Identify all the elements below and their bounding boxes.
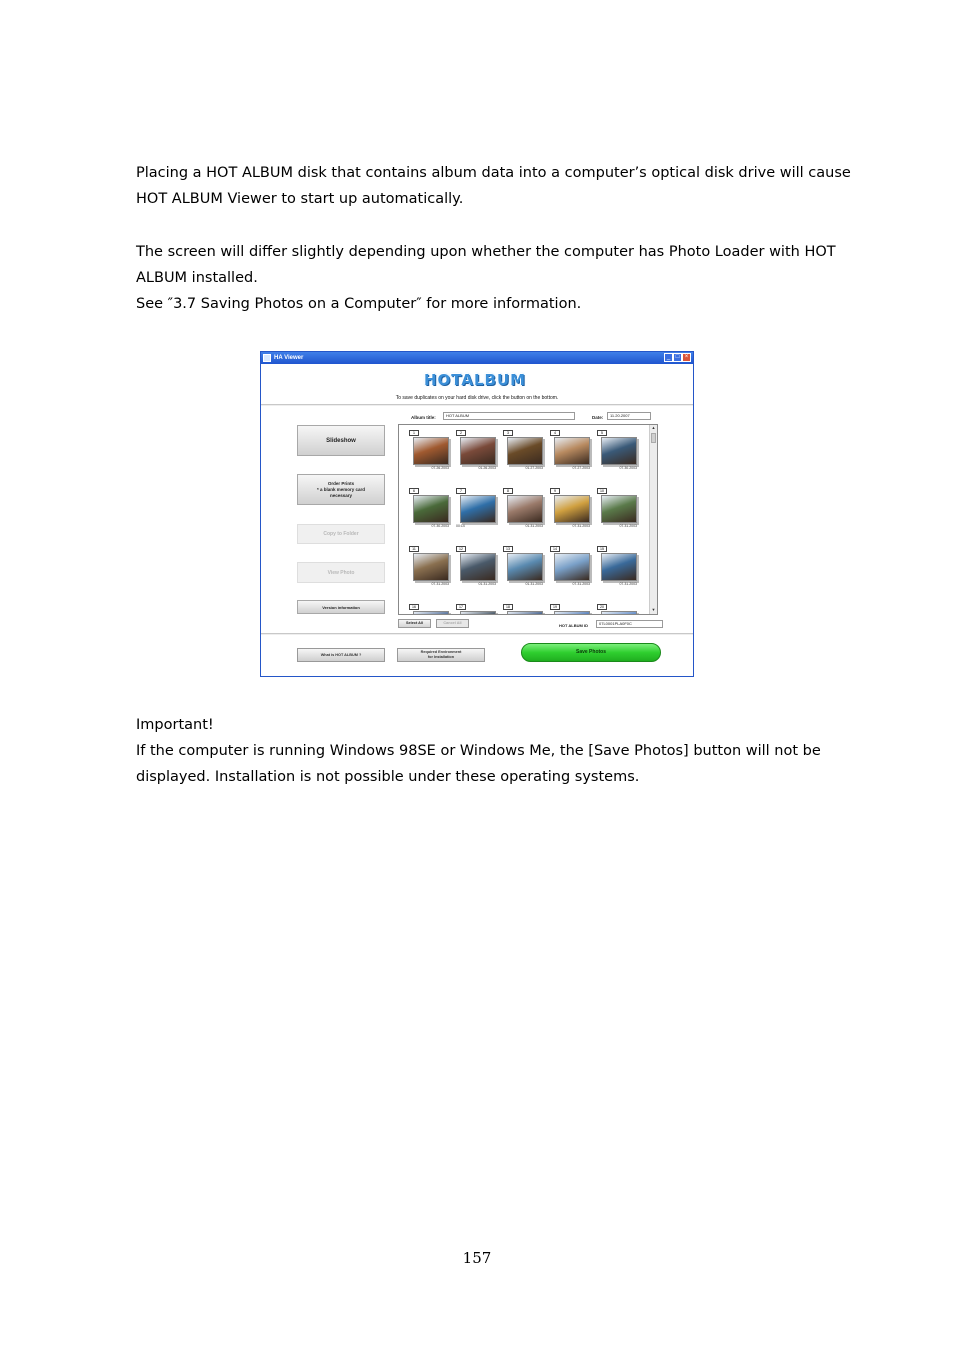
scroll-up-icon[interactable]: ▲ (651, 425, 656, 430)
photo-image[interactable] (554, 495, 590, 523)
text-line: The screen will differ slightly depending upon whether the computer has Photo Loader with HOT (136, 244, 836, 260)
required-environment-button[interactable] (397, 648, 485, 662)
photo-thumbnail[interactable] (503, 430, 543, 472)
photo-thumbnail[interactable] (456, 430, 496, 472)
photo-date: 01.26.2003 (478, 466, 496, 470)
copy-to-folder-button[interactable] (297, 524, 385, 544)
photo-thumbnail[interactable] (456, 488, 496, 530)
photo-thumbnail[interactable] (409, 488, 449, 530)
slideshow-label: Slideshow (326, 437, 356, 444)
order-prints-note: * a blank memory card (316, 486, 366, 492)
photo-image[interactable] (554, 553, 590, 581)
important-note (136, 712, 821, 790)
version-information-button[interactable] (297, 600, 385, 614)
photo-thumbnail[interactable] (597, 546, 637, 588)
photo-thumbnail[interactable] (409, 430, 449, 472)
intro-paragraph (136, 160, 851, 212)
photo-thumbnail[interactable] (597, 430, 637, 472)
divider (261, 404, 693, 406)
photo-thumbnail[interactable] (409, 604, 449, 615)
photo-date: 01.31.2003 (525, 524, 543, 528)
view-photo-label: View Photo (327, 569, 355, 576)
required-environment-label: for Installation (427, 655, 455, 659)
select-all-button[interactable]: Select All (398, 619, 431, 628)
page-number: 157 (462, 1249, 492, 1267)
photo-image[interactable] (413, 495, 449, 523)
hot-album-id-field: 07L0001PLA0F0C (596, 620, 663, 628)
photo-image[interactable] (460, 437, 496, 465)
text-line: ALBUM installed. (136, 270, 258, 286)
text-line: HOT ALBUM Viewer to start up automatically. (136, 191, 464, 207)
photo-image[interactable] (554, 611, 590, 615)
photo-date: 07.31.2003 (572, 524, 590, 528)
photo-number[interactable]: 9 (550, 488, 560, 494)
photo-date: 07.30.2003 (619, 466, 637, 470)
date-label: Date: (592, 415, 604, 420)
divider (261, 633, 693, 635)
photo-number[interactable]: 20 (597, 604, 607, 610)
maximize-icon[interactable]: □ (673, 353, 682, 362)
slideshow-button[interactable] (297, 425, 385, 456)
photo-image[interactable] (554, 437, 590, 465)
photo-image[interactable] (601, 437, 637, 465)
photo-number[interactable]: 19 (550, 604, 560, 610)
photo-image[interactable] (507, 611, 543, 615)
required-environment-label: Required Environment (420, 650, 462, 654)
hot-album-id-label: HOT ALBUM ID (559, 623, 588, 628)
photo-image[interactable] (413, 553, 449, 581)
photo-date: 00:14 (456, 524, 465, 528)
photo-number[interactable]: 12 (456, 546, 466, 552)
photo-date: 07.31.2003 (572, 582, 590, 586)
minimize-icon[interactable]: _ (664, 353, 673, 362)
photo-number[interactable]: 16 (409, 604, 419, 610)
album-title-field: HOT ALBUM (443, 412, 575, 420)
photo-image[interactable] (460, 495, 496, 523)
album-title-label: Album title: (411, 415, 436, 420)
photo-number[interactable]: 17 (456, 604, 466, 610)
photo-thumbnail[interactable] (456, 604, 496, 615)
photo-number[interactable]: 18 (503, 604, 513, 610)
text-line: If the computer is running Windows 98SE or Windows Me, the [Save Photos] button will not be (136, 743, 821, 759)
copy-to-folder-label: Copy to Folder (323, 531, 359, 537)
photo-thumbnail[interactable] (550, 604, 590, 615)
photo-number[interactable]: 4 (550, 430, 560, 436)
photo-date: 01.31.2003 (478, 582, 496, 586)
save-instruction: To save duplicates on your hard disk drive, click the button on the bottom. (395, 395, 559, 401)
photo-thumbnail[interactable] (456, 546, 496, 588)
photo-number[interactable]: 15 (597, 546, 607, 552)
photo-number[interactable]: 11 (409, 546, 419, 552)
grid-scrollbar[interactable] (649, 425, 657, 614)
order-prints-label: Order Prints (327, 480, 355, 486)
photo-date: 07.30.2003 (431, 524, 449, 528)
what-is-hot-album-label: What is HOT ALBUM ? (320, 652, 362, 657)
photo-image[interactable] (507, 553, 543, 581)
photo-thumbnail[interactable] (597, 488, 637, 530)
photo-thumbnail[interactable] (550, 546, 590, 588)
photo-number[interactable]: 1 (409, 430, 419, 436)
photo-image[interactable] (460, 553, 496, 581)
photo-number[interactable]: 2 (456, 430, 466, 436)
window-title: HA Viewer (274, 355, 304, 361)
photo-thumbnail[interactable] (503, 488, 543, 530)
photo-thumbnail[interactable] (409, 546, 449, 588)
order-prints-note: necessary (329, 492, 353, 498)
photo-number[interactable]: 10 (597, 488, 607, 494)
photo-thumbnail[interactable] (550, 430, 590, 472)
photo-date: 07.31.2003 (431, 582, 449, 586)
text-line: displayed. Installation is not possible under these operating systems. (136, 769, 640, 785)
photo-image[interactable] (413, 437, 449, 465)
text-line: See ″3.7 Saving Photos on a Computer″ for more information. (136, 296, 582, 312)
thumbnail-grid (398, 424, 658, 615)
photo-number[interactable]: 5 (597, 430, 607, 436)
photo-thumbnail[interactable] (503, 604, 543, 615)
photo-image[interactable] (460, 611, 496, 615)
photo-number[interactable]: 13 (503, 546, 513, 552)
photo-image[interactable] (601, 553, 637, 581)
photo-date: 07.31.2003 (619, 582, 637, 586)
photo-image[interactable] (413, 611, 449, 615)
view-photo-button[interactable] (297, 562, 385, 583)
photo-date: 07.26.2003 (431, 466, 449, 470)
important-heading: Important! (136, 717, 214, 733)
photo-number[interactable]: 3 (503, 430, 513, 436)
ha-viewer-screenshot (260, 351, 694, 677)
scroll-thumb[interactable] (651, 433, 656, 443)
photo-date: 07.31.2003 (619, 524, 637, 528)
save-photos-button[interactable]: Save Photos (521, 643, 661, 662)
text-line: Placing a HOT ALBUM disk that contains album data into a computer’s optical disk drive will cause (136, 165, 851, 181)
photo-number[interactable]: 7 (456, 488, 466, 494)
photo-image[interactable] (507, 495, 543, 523)
what-is-hot-album-button[interactable] (297, 648, 385, 662)
photo-date: 01.27.2003 (525, 466, 543, 470)
photo-number[interactable]: 8 (503, 488, 513, 494)
order-prints-button[interactable] (297, 474, 385, 505)
photo-thumbnail[interactable] (597, 604, 637, 615)
cancel-all-button[interactable]: Cancel All (436, 619, 469, 628)
photo-image[interactable] (507, 437, 543, 465)
photo-number[interactable]: 14 (550, 546, 560, 552)
hot-album-logo: HOTALBUM (424, 371, 527, 389)
app-icon (263, 354, 271, 362)
photo-thumbnail[interactable] (503, 546, 543, 588)
difference-paragraph (136, 239, 836, 317)
photo-number[interactable]: 6 (409, 488, 419, 494)
photo-image[interactable] (601, 611, 637, 615)
photo-date: 07.27.2003 (572, 466, 590, 470)
scroll-down-icon[interactable]: ▼ (651, 607, 656, 612)
close-icon[interactable]: × (682, 353, 691, 362)
photo-image[interactable] (601, 495, 637, 523)
date-field: 11.20.2007 (607, 412, 651, 420)
version-information-label: Version information (322, 604, 360, 610)
title-bar (261, 352, 693, 364)
photo-date: 01.31.2003 (525, 582, 543, 586)
photo-thumbnail[interactable] (550, 488, 590, 530)
